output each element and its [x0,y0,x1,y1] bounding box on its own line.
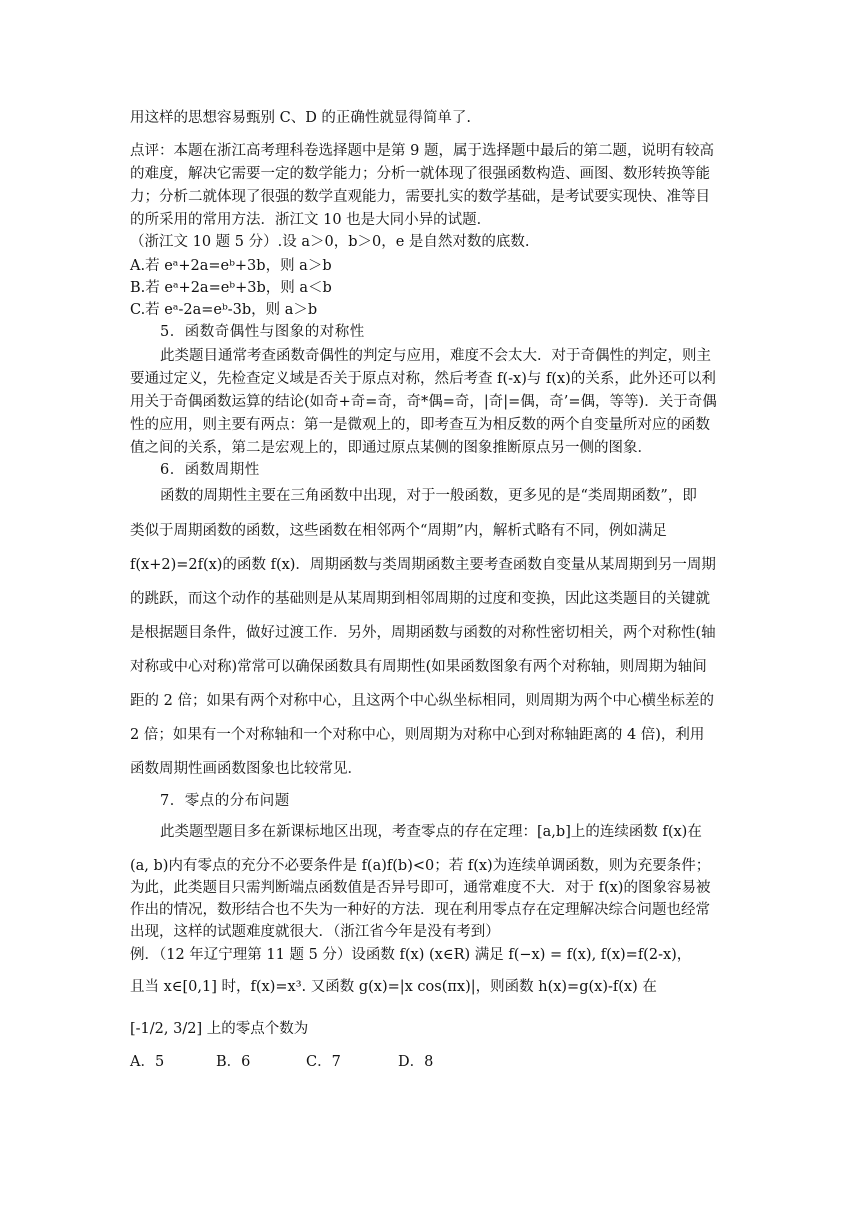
text-line: 的所采用的常用方法．浙江文 10 也是大同小异的试题． [130,212,492,228]
text-line: 出现，这样的试题难度就很大．（浙江省今年是没有考到） [130,924,500,940]
text-line: 要通过定义，先检查定义域是否关于原点对称，然后考查 f(-x)与 f(x)的关系，此外还可以利 [130,371,716,387]
text-line: 性的应用，则主要有两点：第一是微观上的，即考查互为相反数的两个自变量所对应的函数 [130,417,710,433]
option-line: B.若 eᵃ+2a=eᵇ+3b，则 a＜b [130,280,332,296]
text-line: 函数周期性画函数图象也比较常见． [130,761,362,777]
example-line: 且当 x∈[0,1] 时，f(x)=x³. 又函数 g(x)=|x cos(πx)|，则函数 h(x)=g(x)-f(x) 在 [130,979,657,995]
text-line: （浙江文 10 题 5 分）.设 a＞0，b＞0，e 是自然对数的底数. [130,234,530,250]
example-line: 例．（12 年辽宁理第 11 题 5 分）设函数 f(x) (x∈R) 满足 f(−x) = f(x), f(x)=f(2-x)， [130,947,692,963]
text-line: 类似于周期函数的函数，这些函数在相邻两个“周期”内，解析式略有不同，例如满足 [130,523,667,539]
text-line: 是根据题目条件，做好过渡工作．另外，周期函数与函数的对称性密切相关，两个对称性(轴 [130,625,716,641]
text-line: 作出的情况，数形结合也不失为一种好的方法．现在利用零点存在定理解决综合问题也经常 [130,902,710,918]
text-line: 力；分析二就体现了很强的数学直观能力，需要扎实的数学基础，是考试要实现快、准等目 [130,189,710,205]
text-line: 距的 2 倍；如果有两个对称中心，且这两个中心纵坐标相同，则周期为两个中心横坐标差的 [130,693,714,709]
text-line: 点评：本题在浙江高考理科卷选择题中是第 9 题，属于选择题中最后的第二题，说明有较高 [130,143,714,159]
text-line: 2 倍；如果有一个对称轴和一个对称中心，则周期为对称中心到对称轴距离的 4 倍)，利用 [130,727,705,743]
text-line: 为此，此类题目只需判断端点函数值是否异号即可，通常难度不大．对于 f(x)的图象容易被 [130,880,711,896]
text-line: 对称或中心对称)常常可以确保函数具有周期性(如果函数图象有两个对称轴，则周期为轴间 [130,659,707,675]
text-line: 的跳跃，而这个动作的基础则是从某周期到相邻周期的过度和变换，因此这类题目的关键就 [130,591,710,607]
answer-option-b: B．6 [216,1054,251,1070]
text-line: 此类题型题目多在新课标地区出现，考查零点的存在定理：[a,b]上的连续函数 f(x)在 [160,824,702,840]
answer-option-d: D．8 [398,1054,434,1070]
text-line: 的难度，解决它需要一定的数学能力；分析一就体现了很强函数构造、画图、数形转换等能 [130,166,710,182]
text-line: 函数的周期性主要在三角函数中出现，对于一般函数，更多见的是“类周期函数”，即 [160,488,697,504]
option-line: C.若 eᵃ-2a=eᵇ-3b，则 a＞b [130,302,318,318]
text-line: 用关于奇偶函数运算的结论(如奇+奇=奇，奇*偶=奇，|奇|=偶，奇’=偶，等等)．关于奇偶 [130,394,717,410]
answer-option-a: A．5 [130,1054,165,1070]
text-line: 用这样的思想容易甄别 C、D 的正确性就显得简单了. [130,110,472,126]
section-heading: 6．函数周期性 [160,462,260,478]
section-heading: 7．零点的分布问题 [160,793,290,809]
text-line: 此类题目通常考查函数奇偶性的判定与应用，难度不会太大．对于奇偶性的判定，则主 [160,348,711,364]
text-line: (a, b)内有零点的充分不必要条件是 f(a)f(b)<0；若 f(x)为连续单调函数，则为充要条件； [130,858,711,874]
example-line: [-1/2, 3/2] 上的零点个数为 [130,1021,309,1037]
option-line: A.若 eᵃ+2a=eᵇ+3b，则 a＞b [130,258,332,274]
answer-option-c: C．7 [306,1054,341,1070]
text-line: f(x+2)=2f(x)的函数 f(x)．周期函数与类周期函数主要考查函数自变量从某周期到另一周期 [130,557,716,573]
text-line: 值之间的关系，第二是宏观上的，即通过原点某侧的图象推断原点另一侧的图象． [130,440,652,456]
section-heading: 5．函数奇偶性与图象的对称性 [160,324,365,340]
